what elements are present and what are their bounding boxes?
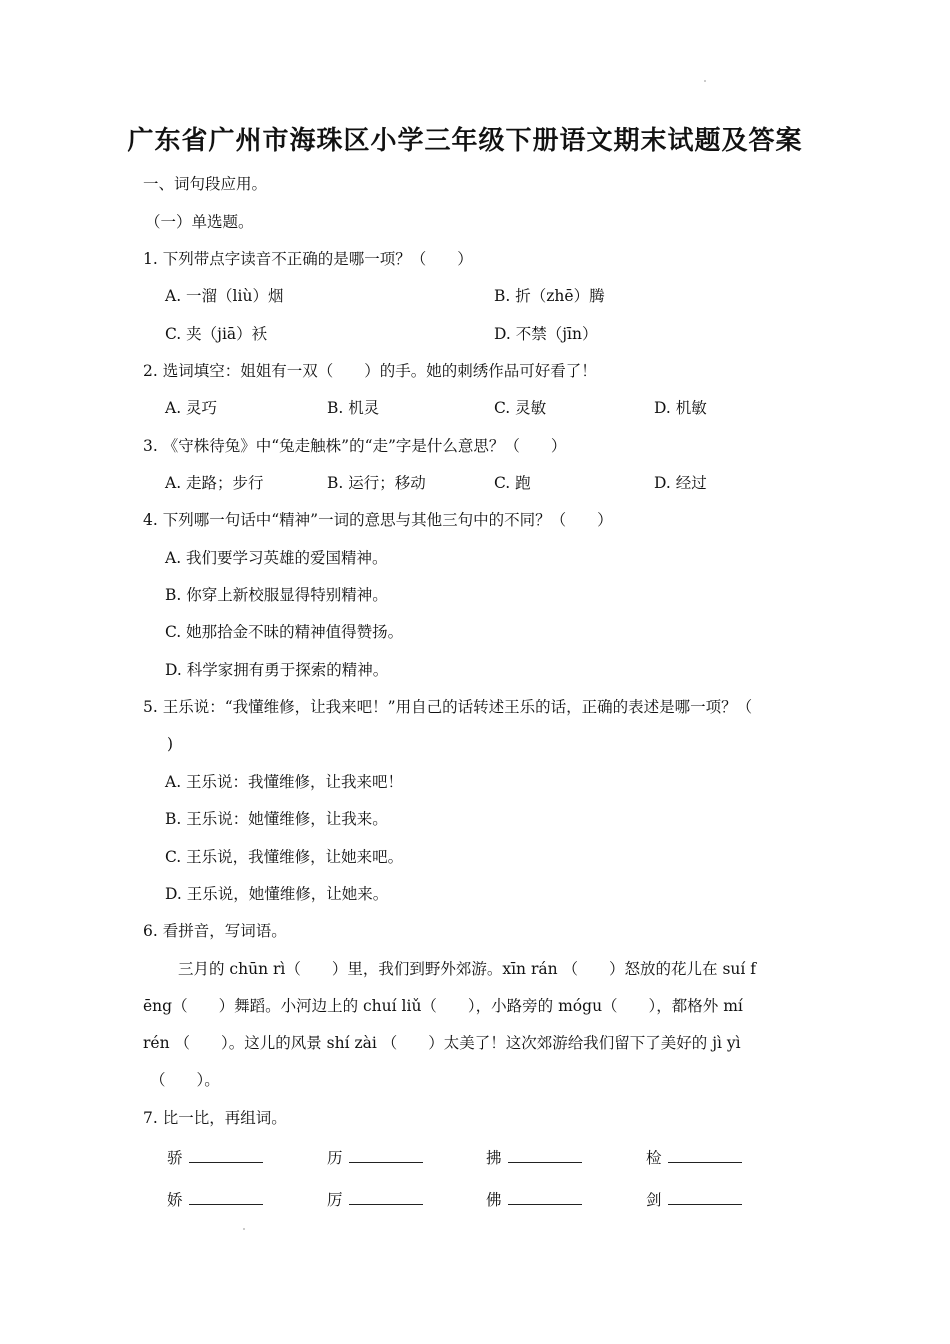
question-2-option-d: D. 机敏 [654, 399, 707, 417]
pinyin-passage-line-4: （ ）。 [150, 1071, 220, 1089]
pinyin-passage-line-3: rén （ ）。这儿的风景 shí zài （ ）太美了！这次郊游给我们留下了美好的 jì yì [143, 1034, 741, 1052]
answer-blank[interactable] [668, 1148, 742, 1163]
character: 剑 [646, 1191, 662, 1209]
section-heading: 一、词句段应用。 [143, 175, 268, 193]
question-4-option-a: A. 我们要学习英雄的爱国精神。 [165, 549, 388, 567]
word-compare-item [646, 1190, 742, 1210]
word-compare-item [167, 1190, 263, 1210]
answer-blank[interactable] [668, 1190, 742, 1205]
question-5-option-d: D. 王乐说，她懂维修，让她来。 [165, 885, 389, 903]
question-1-option-b: B. 折（zhē）腾 [494, 287, 605, 305]
question-5-option-a: A. 王乐说：我懂维修，让我来吧！ [165, 773, 404, 791]
speck [243, 1228, 245, 1230]
question-5-option-c: C. 王乐说，我懂维修，让她来吧。 [165, 848, 404, 866]
answer-blank[interactable] [189, 1190, 263, 1205]
question-7-stem: 7. 比一比，再组词。 [143, 1109, 287, 1127]
character: 佛 [486, 1191, 502, 1209]
question-1-option-d: D. 不禁（jīn） [494, 325, 598, 343]
question-3-option-b: B. 运行；移动 [327, 474, 426, 492]
question-2-option-b: B. 机灵 [327, 399, 380, 417]
question-1-option-c: C. 夹（jiā）袄 [165, 325, 268, 343]
answer-blank[interactable] [349, 1190, 423, 1205]
speck [704, 80, 706, 82]
character: 娇 [167, 1191, 183, 1209]
word-compare-item [327, 1148, 423, 1168]
word-compare-item [486, 1148, 582, 1168]
answer-blank[interactable] [508, 1190, 582, 1205]
word-compare-item [486, 1190, 582, 1210]
character: 历 [327, 1149, 343, 1167]
question-4-stem: 4. 下列哪一句话中“精神”一词的意思与其他三句中的不同？（ ） [143, 511, 613, 529]
character: 厉 [327, 1191, 343, 1209]
page-title: 广东省广州市海珠区小学三年级下册语文期末试题及答案 [127, 126, 803, 156]
answer-blank[interactable] [349, 1148, 423, 1163]
question-2-option-c: C. 灵敏 [494, 399, 547, 417]
question-4-option-b: B. 你穿上新校服显得特别精神。 [165, 586, 388, 604]
subsection-heading: （一）单选题。 [145, 213, 254, 231]
character: 拂 [486, 1149, 502, 1167]
question-2-stem: 2. 选词填空：姐姐有一双（ ）的手。她的刺绣作品可好看了！ [143, 362, 597, 380]
pinyin-passage-line-1: 三月的 chūn rì（ ）里，我们到野外郊游。xīn rán （ ）怒放的花儿在 suí f [178, 960, 757, 978]
character: 检 [646, 1149, 662, 1167]
question-1-stem: 1. 下列带点字读音不正确的是哪一项？（ ） [143, 250, 473, 268]
question-5-option-b: B. 王乐说：她懂维修，让我来。 [165, 810, 388, 828]
word-compare-item [167, 1148, 263, 1168]
question-4-option-d: D. 科学家拥有勇于探索的精神。 [165, 661, 389, 679]
question-4-option-c: C. 她那拾金不昧的精神值得赞扬。 [165, 623, 404, 641]
question-2-option-a: A. 灵巧 [165, 399, 218, 417]
answer-blank[interactable] [189, 1148, 263, 1163]
pinyin-passage-line-2: ēng（ ）舞蹈。小河边上的 chuí liǔ（ ），小路旁的 mógu（ ），都格外 mí [143, 997, 743, 1015]
question-5-stem-continued: ) [167, 735, 174, 753]
question-6-stem: 6. 看拼音，写词语。 [143, 922, 287, 940]
word-compare-item [646, 1148, 742, 1168]
word-compare-item [327, 1190, 423, 1210]
question-3-stem: 3. 《守株待兔》中“兔走触株”的“走”字是什么意思？（ ） [143, 437, 567, 455]
question-3-option-a: A. 走路；步行 [165, 474, 264, 492]
answer-blank[interactable] [508, 1148, 582, 1163]
question-5-stem: 5. 王乐说：“我懂维修，让我来吧！”用自己的话转述王乐的话，正确的表述是哪一项？（ [143, 698, 753, 716]
question-1-option-a: A. 一溜（liù）烟 [165, 287, 284, 305]
question-3-option-d: D. 经过 [654, 474, 707, 492]
question-3-option-c: C. 跑 [494, 474, 531, 492]
character: 骄 [167, 1149, 183, 1167]
